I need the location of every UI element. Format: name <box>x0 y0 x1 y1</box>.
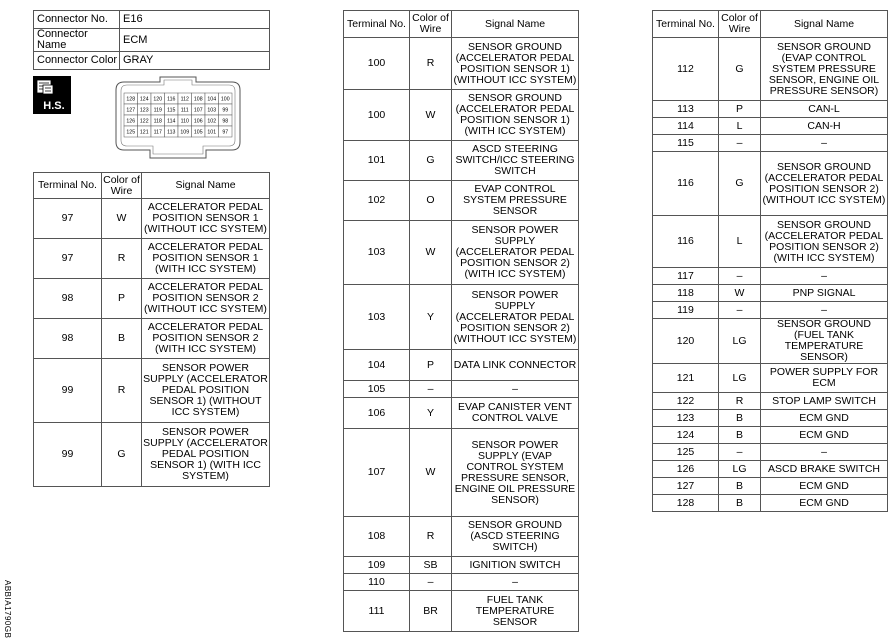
signal-name-cell: DATA LINK CONNECTOR <box>452 350 579 381</box>
wire-color-cell: – <box>410 381 452 398</box>
wire-color-cell: G <box>719 152 761 216</box>
wire-color-cell: B <box>719 495 761 512</box>
pin-number: 112 <box>180 96 189 103</box>
terminal-header: Terminal No. <box>653 11 719 38</box>
wire-color-cell: R <box>410 517 452 557</box>
terminal-cell: 120 <box>653 319 719 364</box>
connector-info-table <box>33 10 270 70</box>
table-row <box>653 495 888 512</box>
pin-number: 108 <box>193 96 203 103</box>
signal-name-cell: ECM GND <box>761 478 888 495</box>
table-row <box>653 38 888 101</box>
signal-name-cell: SENSOR POWER SUPPLY (EVAP CONTROL SYSTEM PRESSURE SENSOR, ENGINE OIL PRESSURE SENSOR) <box>452 429 579 517</box>
pin-number: 102 <box>207 118 217 125</box>
terminal-cell: 111 <box>344 591 410 632</box>
table-row <box>34 319 270 359</box>
terminal-cell: 103 <box>344 221 410 285</box>
table-row <box>653 216 888 268</box>
wire-color-cell: R <box>410 38 452 90</box>
table-header-row <box>34 173 270 199</box>
hs-label: H.S. <box>43 100 65 112</box>
signal-name-cell: CAN-L <box>761 101 888 118</box>
signal-name-cell: SENSOR GROUND (EVAP CONTROL SYSTEM PRESSURE SENSOR, ENGINE OIL PRESSURE SENSOR) <box>761 38 888 101</box>
pin-number: 110 <box>180 118 189 125</box>
connector-color-value: GRAY <box>120 52 270 70</box>
connector-name-label: Connector Name <box>34 29 120 52</box>
table-row <box>34 279 270 319</box>
signal-name-cell: ECM GND <box>761 427 888 444</box>
signal-name-cell: SENSOR GROUND (ACCELERATOR PEDAL POSITION SENSOR 1) (WITH ICC SYSTEM) <box>452 90 579 141</box>
wire-color-cell: – <box>719 444 761 461</box>
table-row <box>653 427 888 444</box>
pin-number: 97 <box>222 129 229 136</box>
signal-name-cell: FUEL TANK TEMPERATURE SENSOR <box>452 591 579 632</box>
pin-number: 124 <box>139 96 149 103</box>
pin-number: 98 <box>222 118 229 125</box>
pin-number: 127 <box>126 107 136 114</box>
table-row <box>653 135 888 152</box>
connector-name-value: ECM <box>120 29 270 52</box>
pin-number: 105 <box>193 129 203 136</box>
pin-number: 117 <box>153 129 162 136</box>
table-row <box>344 381 579 398</box>
terminal-cell: 99 <box>34 359 102 423</box>
pin-number: 126 <box>126 118 136 125</box>
terminal-cell: 97 <box>34 239 102 279</box>
wire-color-cell: G <box>410 141 452 181</box>
pin-number: 104 <box>207 96 217 103</box>
signal-name-cell: ASCD BRAKE SWITCH <box>761 461 888 478</box>
wire-color-cell: P <box>719 101 761 118</box>
wire-color-cell: L <box>719 118 761 135</box>
pin-number: 128 <box>126 96 136 103</box>
signal-name-cell: STOP LAMP SWITCH <box>761 393 888 410</box>
table-row <box>344 591 579 632</box>
pin-number: 106 <box>193 118 203 125</box>
table-row <box>653 410 888 427</box>
signal-name-cell: SENSOR POWER SUPPLY (ACCELERATOR PEDAL POSITION SENSOR 1) (WITHOUT ICC SYSTEM) <box>142 359 270 423</box>
table-row <box>344 350 579 381</box>
table-row <box>344 557 579 574</box>
signal-name-cell: ECM GND <box>761 410 888 427</box>
pin-number: 109 <box>180 129 190 136</box>
pin-number: 120 <box>153 96 163 103</box>
terminal-cell: 107 <box>344 429 410 517</box>
harness-side-icon <box>33 76 71 114</box>
wire-color-cell: R <box>102 359 142 423</box>
signal-name-cell: – <box>761 135 888 152</box>
table-row <box>653 118 888 135</box>
pin-number: 114 <box>167 118 176 125</box>
signal-name-cell: – <box>761 302 888 319</box>
table-row <box>653 152 888 216</box>
color-header: Color of Wire <box>103 173 140 197</box>
pin-number: 123 <box>139 107 149 114</box>
signal-name-cell: SENSOR GROUND (FUEL TANK TEMPERATURE SENSOR) <box>761 319 888 364</box>
pin-number: 99 <box>222 107 229 114</box>
pin-number: 119 <box>153 107 162 114</box>
connector-name-row <box>34 29 270 52</box>
pin-number: 111 <box>180 107 189 114</box>
terminal-cell: 99 <box>34 423 102 487</box>
table-row <box>344 90 579 141</box>
table-row <box>653 101 888 118</box>
terminal-cell: 127 <box>653 478 719 495</box>
terminal-cell: 102 <box>344 181 410 221</box>
wire-color-cell: L <box>719 216 761 268</box>
table-row <box>344 181 579 221</box>
terminal-cell: 114 <box>653 118 719 135</box>
table-row <box>344 574 579 591</box>
terminal-header: Terminal No. <box>344 11 410 38</box>
signal-name-cell: EVAP CONTROL SYSTEM PRESSURE SENSOR <box>452 181 579 221</box>
terminal-cell: 123 <box>653 410 719 427</box>
wire-color-cell: – <box>719 135 761 152</box>
wire-color-cell: R <box>102 239 142 279</box>
wire-color-cell: Y <box>410 285 452 350</box>
wire-color-cell: W <box>410 90 452 141</box>
wire-color-cell: G <box>102 423 142 487</box>
signal-name-cell: ASCD STEERING SWITCH/ICC STEERING SWITCH <box>452 141 579 181</box>
wire-color-cell: Y <box>410 398 452 429</box>
table-row <box>653 285 888 302</box>
table-row <box>34 359 270 423</box>
pin-number: 113 <box>167 129 176 136</box>
signal-header: Signal Name <box>142 173 270 199</box>
pin-number: 121 <box>139 129 149 136</box>
table-row <box>34 423 270 487</box>
signal-header: Signal Name <box>452 11 579 38</box>
table-row <box>344 517 579 557</box>
wire-color-cell: LG <box>719 461 761 478</box>
table-row <box>653 444 888 461</box>
color-header: Color of Wire <box>719 11 761 38</box>
table-row <box>344 285 579 350</box>
wire-color-cell: BR <box>410 591 452 632</box>
table-row <box>344 141 579 181</box>
connector-face-diagram <box>108 75 248 161</box>
signal-name-cell: POWER SUPPLY FOR ECM <box>761 364 888 393</box>
terminal-cell: 97 <box>34 199 102 239</box>
signal-name-cell: IGNITION SWITCH <box>452 557 579 574</box>
terminal-cell: 106 <box>344 398 410 429</box>
wire-color-cell: P <box>102 279 142 319</box>
wire-color-cell: P <box>410 350 452 381</box>
signal-name-cell: ACCELERATOR PEDAL POSITION SENSOR 1 (WITH ICC SYSTEM) <box>142 239 270 279</box>
terminal-cell: 115 <box>653 135 719 152</box>
signal-name-cell: SENSOR POWER SUPPLY (ACCELERATOR PEDAL POSITION SENSOR 2) (WITH ICC SYSTEM) <box>452 221 579 285</box>
signal-name-cell: ACCELERATOR PEDAL POSITION SENSOR 2 (WITH ICC SYSTEM) <box>142 319 270 359</box>
signal-name-cell: SENSOR GROUND (ASCD STEERING SWITCH) <box>452 517 579 557</box>
pin-number: 118 <box>153 118 162 125</box>
signal-name-cell: SENSOR GROUND (ACCELERATOR PEDAL POSITION SENSOR 2) (WITH ICC SYSTEM) <box>761 216 888 268</box>
terminal-cell: 121 <box>653 364 719 393</box>
signal-header: Signal Name <box>761 11 888 38</box>
wire-color-cell: R <box>719 393 761 410</box>
table-row <box>344 38 579 90</box>
terminal-cell: 110 <box>344 574 410 591</box>
terminal-header: Terminal No. <box>34 173 102 199</box>
terminal-cell: 100 <box>344 38 410 90</box>
table-row <box>653 364 888 393</box>
signal-name-cell: ACCELERATOR PEDAL POSITION SENSOR 1 (WITHOUT ICC SYSTEM) <box>142 199 270 239</box>
wire-color-cell: B <box>719 427 761 444</box>
terminal-cell: 117 <box>653 268 719 285</box>
terminal-cell: 98 <box>34 319 102 359</box>
signal-name-cell: SENSOR GROUND (ACCELERATOR PEDAL POSITION SENSOR 2) (WITHOUT ICC SYSTEM) <box>761 152 888 216</box>
pin-number: 101 <box>207 129 217 136</box>
signal-name-cell: – <box>761 268 888 285</box>
terminal-table-right <box>652 10 888 512</box>
terminal-cell: 122 <box>653 393 719 410</box>
terminal-cell: 116 <box>653 216 719 268</box>
pin-number: 125 <box>126 129 136 136</box>
connector-no-label: Connector No. <box>34 11 120 29</box>
wire-color-cell: LG <box>719 319 761 364</box>
pin-number: 115 <box>167 107 176 114</box>
table-row <box>344 221 579 285</box>
terminal-cell: 103 <box>344 285 410 350</box>
wire-color-cell: – <box>719 302 761 319</box>
wire-color-cell: SB <box>410 557 452 574</box>
pin-number: 122 <box>139 118 149 125</box>
terminal-table-left <box>33 172 270 487</box>
figure-id: ABBIA1790GB <box>3 580 12 639</box>
wire-color-cell: B <box>102 319 142 359</box>
signal-name-cell: ECM GND <box>761 495 888 512</box>
color-header: Color of Wire <box>410 11 452 38</box>
terminal-cell: 105 <box>344 381 410 398</box>
wire-color-cell: W <box>410 429 452 517</box>
wire-color-cell: LG <box>719 364 761 393</box>
table-header-row <box>653 11 888 38</box>
terminal-cell: 101 <box>344 141 410 181</box>
connector-no-row <box>34 11 270 29</box>
wire-color-cell: B <box>719 410 761 427</box>
terminal-cell: 108 <box>344 517 410 557</box>
signal-name-cell: CAN-H <box>761 118 888 135</box>
terminal-cell: 98 <box>34 279 102 319</box>
table-row <box>653 461 888 478</box>
table-row <box>653 268 888 285</box>
terminal-cell: 119 <box>653 302 719 319</box>
table-row <box>344 429 579 517</box>
terminal-cell: 100 <box>344 90 410 141</box>
table-row <box>653 319 888 364</box>
table-row <box>34 239 270 279</box>
connector-color-row <box>34 52 270 70</box>
connector-color-label: Connector Color <box>34 52 120 70</box>
terminal-cell: 126 <box>653 461 719 478</box>
table-row <box>653 478 888 495</box>
table-row <box>653 393 888 410</box>
wire-color-cell: W <box>102 199 142 239</box>
terminal-table-middle <box>343 10 579 632</box>
connector-no-value: E16 <box>120 11 270 29</box>
terminal-cell: 118 <box>653 285 719 302</box>
signal-name-cell: – <box>761 444 888 461</box>
signal-name-cell: PNP SIGNAL <box>761 285 888 302</box>
wire-color-cell: B <box>719 478 761 495</box>
wire-color-cell: O <box>410 181 452 221</box>
signal-name-cell: SENSOR POWER SUPPLY (ACCELERATOR PEDAL POSITION SENSOR 1) (WITH ICC SYSTEM) <box>142 423 270 487</box>
signal-name-cell: – <box>452 381 579 398</box>
table-header-row <box>344 11 579 38</box>
pin-number: 116 <box>167 96 176 103</box>
terminal-cell: 124 <box>653 427 719 444</box>
signal-name-cell: SENSOR POWER SUPPLY (ACCELERATOR PEDAL POSITION SENSOR 2) (WITHOUT ICC SYSTEM) <box>452 285 579 350</box>
terminal-cell: 104 <box>344 350 410 381</box>
wire-color-cell: W <box>410 221 452 285</box>
signal-name-cell: SENSOR GROUND (ACCELERATOR PEDAL POSITION SENSOR 1) (WITHOUT ICC SYSTEM) <box>452 38 579 90</box>
signal-name-cell: – <box>452 574 579 591</box>
terminal-cell: 113 <box>653 101 719 118</box>
terminal-cell: 128 <box>653 495 719 512</box>
pin-number: 103 <box>207 107 217 114</box>
wire-color-cell: – <box>719 268 761 285</box>
pin-grid <box>124 93 232 137</box>
terminal-cell: 116 <box>653 152 719 216</box>
wire-color-cell: – <box>410 574 452 591</box>
terminal-cell: 125 <box>653 444 719 461</box>
pin-number: 107 <box>193 107 203 114</box>
table-row <box>344 398 579 429</box>
wire-color-cell: G <box>719 38 761 101</box>
signal-name-cell: EVAP CANISTER VENT CONTROL VALVE <box>452 398 579 429</box>
pin-number: 100 <box>220 96 230 103</box>
terminal-cell: 109 <box>344 557 410 574</box>
wire-color-cell: W <box>719 285 761 302</box>
table-row <box>34 199 270 239</box>
terminal-cell: 112 <box>653 38 719 101</box>
table-row <box>653 302 888 319</box>
signal-name-cell: ACCELERATOR PEDAL POSITION SENSOR 2 (WITHOUT ICC SYSTEM) <box>142 279 270 319</box>
